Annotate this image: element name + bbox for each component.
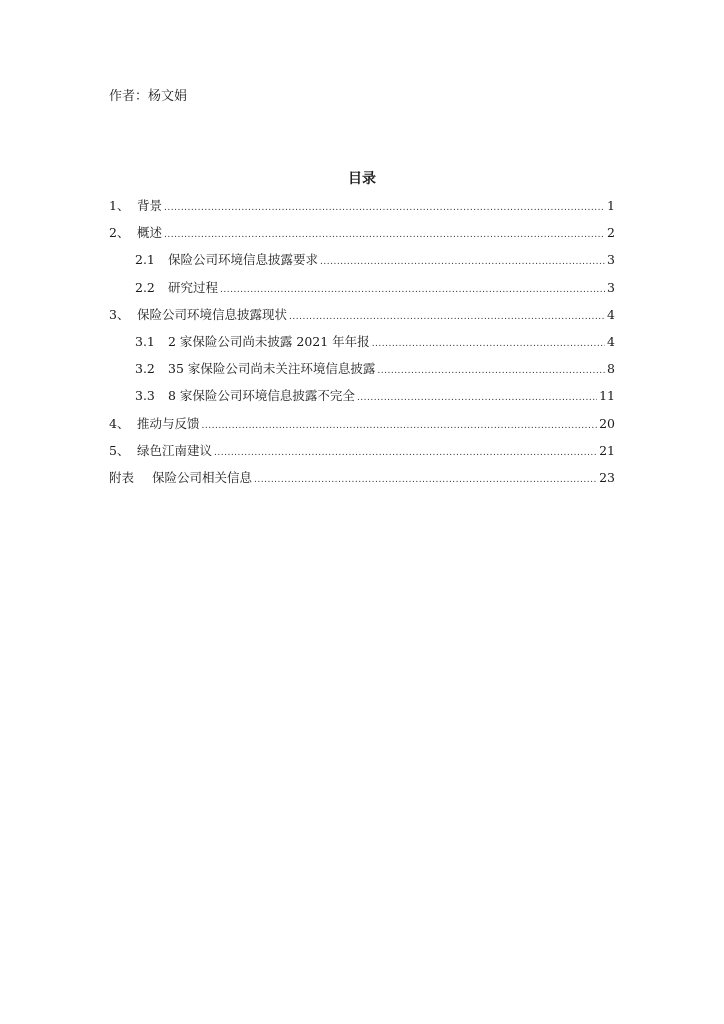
toc-entry-not-concerned[interactable]: [109, 360, 615, 387]
toc-entry-background[interactable]: [109, 197, 615, 224]
toc-dot-leader: [254, 471, 597, 489]
toc-entry-title: 背景: [137, 198, 163, 213]
toc-entry-page: 23: [599, 469, 615, 485]
toc-dot-leader: [202, 417, 598, 435]
toc-entry-annual-report[interactable]: [109, 333, 615, 360]
toc-dot-leader: [164, 226, 605, 244]
toc-entry-promotion-feedback[interactable]: [109, 415, 615, 442]
toc-entry-number: 2.2: [135, 279, 155, 295]
toc-entry-overview[interactable]: [109, 224, 615, 251]
toc-entry-title: 8 家保险公司环境信息披露不完全: [168, 388, 355, 404]
toc-entry-page: 3: [607, 279, 615, 295]
toc-entry-page: 4: [607, 306, 615, 322]
toc-entry-title: 35 家保险公司尚未关注环境信息披露: [168, 361, 376, 377]
toc-title: 目录: [348, 171, 376, 187]
toc-entry-number: 3、: [109, 306, 130, 322]
author-line: 作者：杨文娟: [109, 89, 188, 104]
toc-entry-page: 2: [607, 225, 615, 241]
toc-dot-leader: [320, 253, 605, 271]
toc-entry-title: 研究过程: [168, 279, 219, 295]
toc-entry-number: 4、: [109, 415, 130, 431]
toc-entry-number: 3.2: [135, 361, 155, 377]
toc-entry-number: 5、: [109, 442, 130, 458]
toc-entry-title: 绿色江南建议: [137, 442, 213, 458]
toc-entry-page: 1: [607, 198, 615, 213]
toc-entry-research-process[interactable]: [109, 279, 615, 306]
toc-entry-number: 2、: [109, 225, 130, 241]
toc-entry-page: 20: [599, 415, 615, 431]
toc-entry-incomplete-disclosure[interactable]: [109, 387, 615, 414]
toc-dot-leader: [372, 335, 605, 353]
toc-entry-page: 8: [607, 361, 615, 377]
toc-entry-title: 概述: [137, 225, 163, 241]
toc-dot-leader: [357, 389, 597, 407]
toc-entry-page: 11: [599, 388, 615, 404]
toc-entry-page: 4: [607, 333, 615, 349]
toc-entry-title: 保险公司相关信息: [152, 469, 253, 485]
toc-entry-appendix[interactable]: [109, 469, 615, 496]
toc-entry-title: 保险公司环境信息披露现状: [137, 306, 288, 322]
toc-dot-leader: [220, 281, 605, 299]
toc-entry-number: 2.1: [135, 252, 155, 268]
toc-entry-title: 保险公司环境信息披露要求: [168, 252, 319, 268]
toc-entry-number: 附表: [109, 469, 135, 485]
toc-entry-title: 推动与反馈: [137, 415, 200, 431]
toc-entry-number: 1、: [109, 198, 130, 213]
toc-entry-recommendations[interactable]: [109, 442, 615, 469]
toc-dot-leader: [377, 362, 605, 380]
toc-entry-number: 3.3: [135, 388, 155, 404]
toc-entry-disclosure-requirements[interactable]: [109, 251, 615, 278]
toc-entry-title: 2 家保险公司尚未披露 2021 年年报: [168, 333, 370, 349]
toc-dot-leader: [289, 308, 605, 326]
table-of-contents: [109, 197, 615, 496]
toc-entry-page: 21: [599, 442, 615, 458]
toc-entry-page: 3: [607, 252, 615, 268]
toc-entry-number: 3.1: [135, 333, 155, 349]
toc-dot-leader: [214, 444, 597, 462]
toc-entry-disclosure-status[interactable]: [109, 306, 615, 333]
toc-dot-leader: [164, 199, 605, 217]
